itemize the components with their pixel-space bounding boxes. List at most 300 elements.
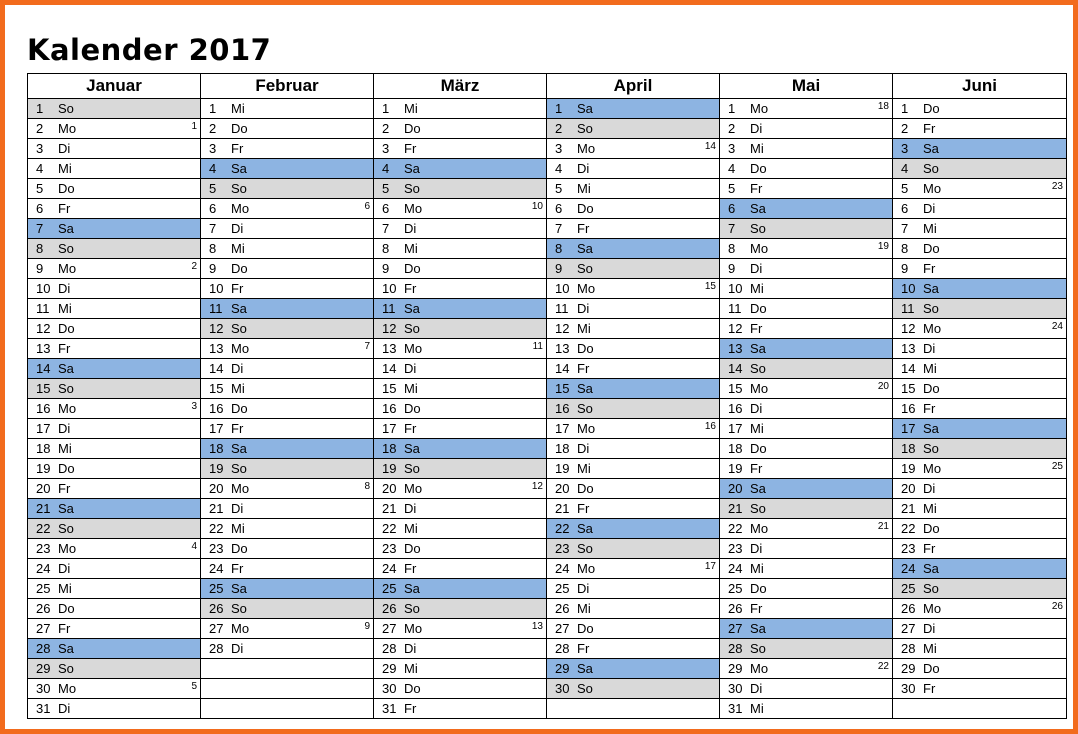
day-cell xyxy=(720,99,893,119)
day-cell xyxy=(374,359,547,379)
day-number: 7 xyxy=(209,221,217,236)
day-cell xyxy=(374,459,547,479)
day-row xyxy=(28,479,1067,499)
day-cell xyxy=(374,479,547,499)
day-cell xyxy=(893,119,1067,139)
weekday-label: So xyxy=(923,581,939,596)
day-cell xyxy=(720,419,893,439)
weekday-label: Mo xyxy=(58,401,77,416)
day-number: 29 xyxy=(901,661,916,676)
weekday-label: Fr xyxy=(577,361,590,376)
day-number: 30 xyxy=(728,681,743,696)
day-cell xyxy=(201,139,374,159)
day-number: 4 xyxy=(382,161,390,176)
day-cell xyxy=(374,219,547,239)
day-number: 10 xyxy=(382,281,397,296)
day-number: 13 xyxy=(555,341,570,356)
weekday-label: Fr xyxy=(750,601,763,616)
day-cell xyxy=(201,699,374,719)
week-number: 12 xyxy=(531,481,543,492)
day-number: 12 xyxy=(728,321,743,336)
weekday-label: Mo xyxy=(923,601,942,616)
day-number: 1 xyxy=(382,101,390,116)
weekday-label: So xyxy=(404,181,420,196)
weekday-label: Di xyxy=(231,641,244,656)
day-cell xyxy=(893,159,1067,179)
day-number: 18 xyxy=(901,441,916,456)
weekday-label: Do xyxy=(58,181,75,196)
day-number: 14 xyxy=(555,361,570,376)
day-number: 1 xyxy=(901,101,909,116)
day-cell xyxy=(547,519,720,539)
day-number: 3 xyxy=(901,141,909,156)
weekday-label: Di xyxy=(58,421,71,436)
day-cell xyxy=(893,499,1067,519)
day-number: 15 xyxy=(36,381,51,396)
day-cell xyxy=(547,479,720,499)
day-cell xyxy=(28,319,201,339)
day-number: 9 xyxy=(382,261,390,276)
day-number: 11 xyxy=(209,301,223,316)
day-number: 11 xyxy=(36,301,50,316)
weekday-label: Sa xyxy=(231,161,247,176)
day-cell xyxy=(374,599,547,619)
weekday-label: Fr xyxy=(231,141,244,156)
weekday-label: Mi xyxy=(404,661,418,676)
day-number: 19 xyxy=(728,461,743,476)
day-number: 8 xyxy=(555,241,563,256)
day-cell xyxy=(893,599,1067,619)
day-row xyxy=(28,579,1067,599)
day-number: 30 xyxy=(36,681,51,696)
weekday-label: Fr xyxy=(231,561,244,576)
day-cell xyxy=(547,119,720,139)
day-cell xyxy=(720,479,893,499)
day-number: 31 xyxy=(382,701,397,716)
weekday-label: Mo xyxy=(577,281,596,296)
day-number: 13 xyxy=(901,341,916,356)
day-number: 21 xyxy=(901,501,916,516)
day-cell xyxy=(201,579,374,599)
week-number: 13 xyxy=(531,621,543,632)
weekday-label: Mo xyxy=(923,321,942,336)
day-number: 27 xyxy=(209,621,224,636)
day-number: 13 xyxy=(209,341,224,356)
day-row xyxy=(28,559,1067,579)
day-cell xyxy=(28,99,201,119)
day-cell xyxy=(28,479,201,499)
day-number: 4 xyxy=(36,161,44,176)
day-cell xyxy=(547,659,720,679)
day-number: 18 xyxy=(382,441,397,456)
day-cell xyxy=(201,459,374,479)
day-number: 8 xyxy=(36,241,44,256)
day-number: 1 xyxy=(209,101,217,116)
weekday-label: Mi xyxy=(577,601,591,616)
day-cell xyxy=(28,259,201,279)
day-cell xyxy=(893,339,1067,359)
day-cell xyxy=(201,599,374,619)
day-number: 13 xyxy=(728,341,743,356)
day-cell xyxy=(374,619,547,639)
day-number: 13 xyxy=(382,341,397,356)
day-number: 14 xyxy=(728,361,743,376)
day-number: 31 xyxy=(728,701,743,716)
weekday-label: Mo xyxy=(231,621,250,636)
day-number: 10 xyxy=(555,281,570,296)
day-number: 8 xyxy=(209,241,217,256)
day-cell xyxy=(720,399,893,419)
day-number: 16 xyxy=(382,401,397,416)
day-cell xyxy=(547,379,720,399)
day-cell xyxy=(28,539,201,559)
day-cell xyxy=(547,419,720,439)
weekday-label: Mo xyxy=(231,341,250,356)
day-number: 16 xyxy=(36,401,51,416)
weekday-label: Mo xyxy=(231,201,250,216)
weekday-label: Fr xyxy=(404,561,417,576)
day-cell xyxy=(201,99,374,119)
weekday-label: Sa xyxy=(750,481,766,496)
day-cell xyxy=(720,679,893,699)
weekday-label: Mo xyxy=(923,461,942,476)
day-number: 7 xyxy=(555,221,563,236)
day-cell xyxy=(201,359,374,379)
day-row xyxy=(28,199,1067,219)
week-number: 6 xyxy=(364,201,370,212)
day-number: 4 xyxy=(209,161,217,176)
day-number: 24 xyxy=(555,561,570,576)
day-number: 6 xyxy=(36,201,44,216)
weekday-label: Mo xyxy=(58,681,77,696)
day-number: 22 xyxy=(728,521,743,536)
weekday-label: Mo xyxy=(58,261,77,276)
day-cell xyxy=(28,379,201,399)
day-cell xyxy=(720,379,893,399)
weekday-label: Do xyxy=(750,581,767,596)
day-cell xyxy=(201,119,374,139)
day-cell xyxy=(547,499,720,519)
day-cell xyxy=(201,159,374,179)
weekday-label: Sa xyxy=(404,301,420,316)
day-cell xyxy=(720,439,893,459)
day-cell xyxy=(893,379,1067,399)
day-cell xyxy=(28,179,201,199)
weekday-label: So xyxy=(231,321,247,336)
day-number: 23 xyxy=(728,541,743,556)
day-number: 26 xyxy=(382,601,397,616)
day-number: 20 xyxy=(382,481,397,496)
weekday-label: Mo xyxy=(750,381,769,396)
day-row xyxy=(28,639,1067,659)
day-cell xyxy=(374,679,547,699)
week-number: 21 xyxy=(877,521,889,532)
day-number: 5 xyxy=(382,181,390,196)
day-cell xyxy=(201,499,374,519)
day-number: 24 xyxy=(728,561,743,576)
weekday-label: Mi xyxy=(404,521,418,536)
weekday-label: Mo xyxy=(750,521,769,536)
day-row xyxy=(28,599,1067,619)
day-cell xyxy=(720,139,893,159)
weekday-label: So xyxy=(750,641,766,656)
day-number: 20 xyxy=(555,481,570,496)
weekday-label: Fr xyxy=(58,481,71,496)
weekday-label: Fr xyxy=(58,621,71,636)
weekday-label: Sa xyxy=(750,341,766,356)
day-number: 20 xyxy=(728,481,743,496)
day-row xyxy=(28,299,1067,319)
day-number: 14 xyxy=(36,361,51,376)
weekday-label: Sa xyxy=(577,381,593,396)
day-cell xyxy=(28,619,201,639)
weekday-label: Mi xyxy=(58,301,72,316)
weekday-label: Di xyxy=(404,641,417,656)
day-cell xyxy=(720,659,893,679)
weekday-label: So xyxy=(923,301,939,316)
day-number: 11 xyxy=(901,301,915,316)
weekday-label: Fr xyxy=(923,121,936,136)
day-number: 9 xyxy=(728,261,736,276)
day-cell xyxy=(374,319,547,339)
day-number: 8 xyxy=(728,241,736,256)
day-number: 5 xyxy=(555,181,563,196)
day-number: 2 xyxy=(209,121,217,136)
weekday-label: Do xyxy=(750,441,767,456)
day-cell xyxy=(28,419,201,439)
day-cell xyxy=(374,379,547,399)
weekday-label: Di xyxy=(750,261,763,276)
day-cell xyxy=(28,439,201,459)
day-cell xyxy=(547,539,720,559)
day-number: 19 xyxy=(209,461,224,476)
weekday-label: So xyxy=(577,401,593,416)
weekday-label: Mi xyxy=(231,381,245,396)
day-number: 26 xyxy=(901,601,916,616)
day-number: 24 xyxy=(36,561,51,576)
day-cell xyxy=(720,619,893,639)
weekday-label: Mi xyxy=(231,101,245,116)
day-row xyxy=(28,159,1067,179)
day-number: 17 xyxy=(901,421,916,436)
weekday-label: Mi xyxy=(404,241,418,256)
day-cell xyxy=(28,599,201,619)
day-number: 10 xyxy=(728,281,743,296)
weekday-label: Mo xyxy=(750,101,769,116)
day-cell xyxy=(720,599,893,619)
weekday-label: Sa xyxy=(58,641,74,656)
day-number: 3 xyxy=(36,141,44,156)
day-number: 6 xyxy=(209,201,217,216)
weekday-label: Mi xyxy=(577,321,591,336)
day-number: 11 xyxy=(555,301,569,316)
day-number: 27 xyxy=(382,621,397,636)
weekday-label: So xyxy=(404,321,420,336)
day-row xyxy=(28,279,1067,299)
day-cell xyxy=(201,399,374,419)
day-cell xyxy=(893,139,1067,159)
day-number: 9 xyxy=(209,261,217,276)
weekday-label: Do xyxy=(923,521,940,536)
week-number: 14 xyxy=(704,141,716,152)
weekday-label: Do xyxy=(577,621,594,636)
day-number: 16 xyxy=(209,401,224,416)
weekday-label: Fr xyxy=(404,421,417,436)
day-number: 2 xyxy=(382,121,390,136)
weekday-label: Do xyxy=(923,241,940,256)
day-cell xyxy=(201,299,374,319)
day-cell xyxy=(893,699,1067,719)
day-number: 27 xyxy=(555,621,570,636)
day-number: 3 xyxy=(382,141,390,156)
day-cell xyxy=(893,439,1067,459)
day-row xyxy=(28,539,1067,559)
day-cell xyxy=(547,339,720,359)
weekday-label: Di xyxy=(577,161,590,176)
day-number: 3 xyxy=(555,141,563,156)
day-cell xyxy=(28,459,201,479)
day-cell xyxy=(374,519,547,539)
weekday-label: So xyxy=(577,121,593,136)
day-row xyxy=(28,659,1067,679)
day-number: 19 xyxy=(901,461,916,476)
day-number: 18 xyxy=(209,441,224,456)
weekday-label: Mo xyxy=(577,561,596,576)
day-cell xyxy=(720,339,893,359)
weekday-label: Sa xyxy=(923,421,939,436)
day-cell xyxy=(893,179,1067,199)
day-number: 21 xyxy=(382,501,397,516)
week-number: 10 xyxy=(531,201,543,212)
day-cell xyxy=(893,639,1067,659)
week-number: 1 xyxy=(191,121,197,132)
day-number: 14 xyxy=(901,361,916,376)
weekday-label: Mi xyxy=(231,521,245,536)
day-cell xyxy=(374,639,547,659)
day-cell xyxy=(547,199,720,219)
day-number: 12 xyxy=(555,321,570,336)
day-cell xyxy=(547,159,720,179)
day-cell xyxy=(893,99,1067,119)
day-number: 25 xyxy=(728,581,743,596)
day-cell xyxy=(720,159,893,179)
day-cell xyxy=(893,539,1067,559)
day-number: 25 xyxy=(36,581,51,596)
day-number: 5 xyxy=(728,181,736,196)
day-number: 23 xyxy=(382,541,397,556)
weekday-label: Do xyxy=(231,121,248,136)
weekday-label: Mo xyxy=(750,241,769,256)
day-cell xyxy=(201,379,374,399)
day-cell xyxy=(374,559,547,579)
weekday-label: Do xyxy=(577,481,594,496)
day-row xyxy=(28,359,1067,379)
day-cell xyxy=(547,599,720,619)
day-cell xyxy=(893,259,1067,279)
day-number: 21 xyxy=(728,501,743,516)
weekday-label: Di xyxy=(923,481,936,496)
week-number: 5 xyxy=(191,681,197,692)
day-number: 5 xyxy=(901,181,909,196)
day-number: 25 xyxy=(382,581,397,596)
day-cell xyxy=(720,539,893,559)
day-cell xyxy=(893,219,1067,239)
day-cell xyxy=(374,179,547,199)
weekday-label: Sa xyxy=(577,521,593,536)
day-cell xyxy=(547,239,720,259)
day-cell xyxy=(893,479,1067,499)
day-cell xyxy=(547,359,720,379)
day-cell xyxy=(720,579,893,599)
weekday-label: Do xyxy=(750,301,767,316)
weekday-label: Sa xyxy=(750,621,766,636)
weekday-label: Mi xyxy=(58,161,72,176)
day-number: 28 xyxy=(36,641,51,656)
week-number: 19 xyxy=(877,241,889,252)
weekday-label: Fr xyxy=(404,281,417,296)
day-cell xyxy=(28,399,201,419)
day-number: 9 xyxy=(555,261,563,276)
day-cell xyxy=(374,439,547,459)
weekday-label: Fr xyxy=(750,321,763,336)
day-number: 22 xyxy=(555,521,570,536)
day-number: 29 xyxy=(555,661,570,676)
day-number: 6 xyxy=(728,201,736,216)
day-row xyxy=(28,139,1067,159)
day-row xyxy=(28,319,1067,339)
week-number: 4 xyxy=(191,541,197,552)
day-number: 23 xyxy=(36,541,51,556)
weekday-label: So xyxy=(58,521,74,536)
day-cell xyxy=(893,659,1067,679)
page-title: Kalender 2017 xyxy=(27,33,272,67)
day-number: 30 xyxy=(901,681,916,696)
day-cell xyxy=(374,299,547,319)
weekday-label: Sa xyxy=(404,161,420,176)
day-number: 3 xyxy=(728,141,736,156)
weekday-label: Di xyxy=(404,221,417,236)
day-number: 20 xyxy=(901,481,916,496)
weekday-label: Di xyxy=(577,301,590,316)
weekday-label: Fr xyxy=(923,681,936,696)
day-number: 7 xyxy=(728,221,736,236)
day-cell xyxy=(28,279,201,299)
day-row xyxy=(28,339,1067,359)
day-number: 4 xyxy=(901,161,909,176)
week-number: 16 xyxy=(704,421,716,432)
weekday-label: Di xyxy=(58,701,71,716)
day-cell xyxy=(374,239,547,259)
day-number: 30 xyxy=(555,681,570,696)
weekday-label: Di xyxy=(923,341,936,356)
day-cell xyxy=(28,579,201,599)
weekday-label: So xyxy=(750,221,766,236)
day-cell xyxy=(893,319,1067,339)
weekday-label: So xyxy=(58,241,74,256)
day-number: 27 xyxy=(728,621,743,636)
weekday-label: So xyxy=(404,461,420,476)
calendar-table xyxy=(27,73,1067,719)
week-number: 25 xyxy=(1051,461,1063,472)
weekday-label: Fr xyxy=(231,281,244,296)
day-cell xyxy=(547,619,720,639)
weekday-label: Mi xyxy=(58,441,72,456)
day-cell xyxy=(201,219,374,239)
day-cell xyxy=(28,199,201,219)
day-number: 1 xyxy=(728,101,736,116)
weekday-label: Sa xyxy=(58,501,74,516)
day-number: 8 xyxy=(901,241,909,256)
